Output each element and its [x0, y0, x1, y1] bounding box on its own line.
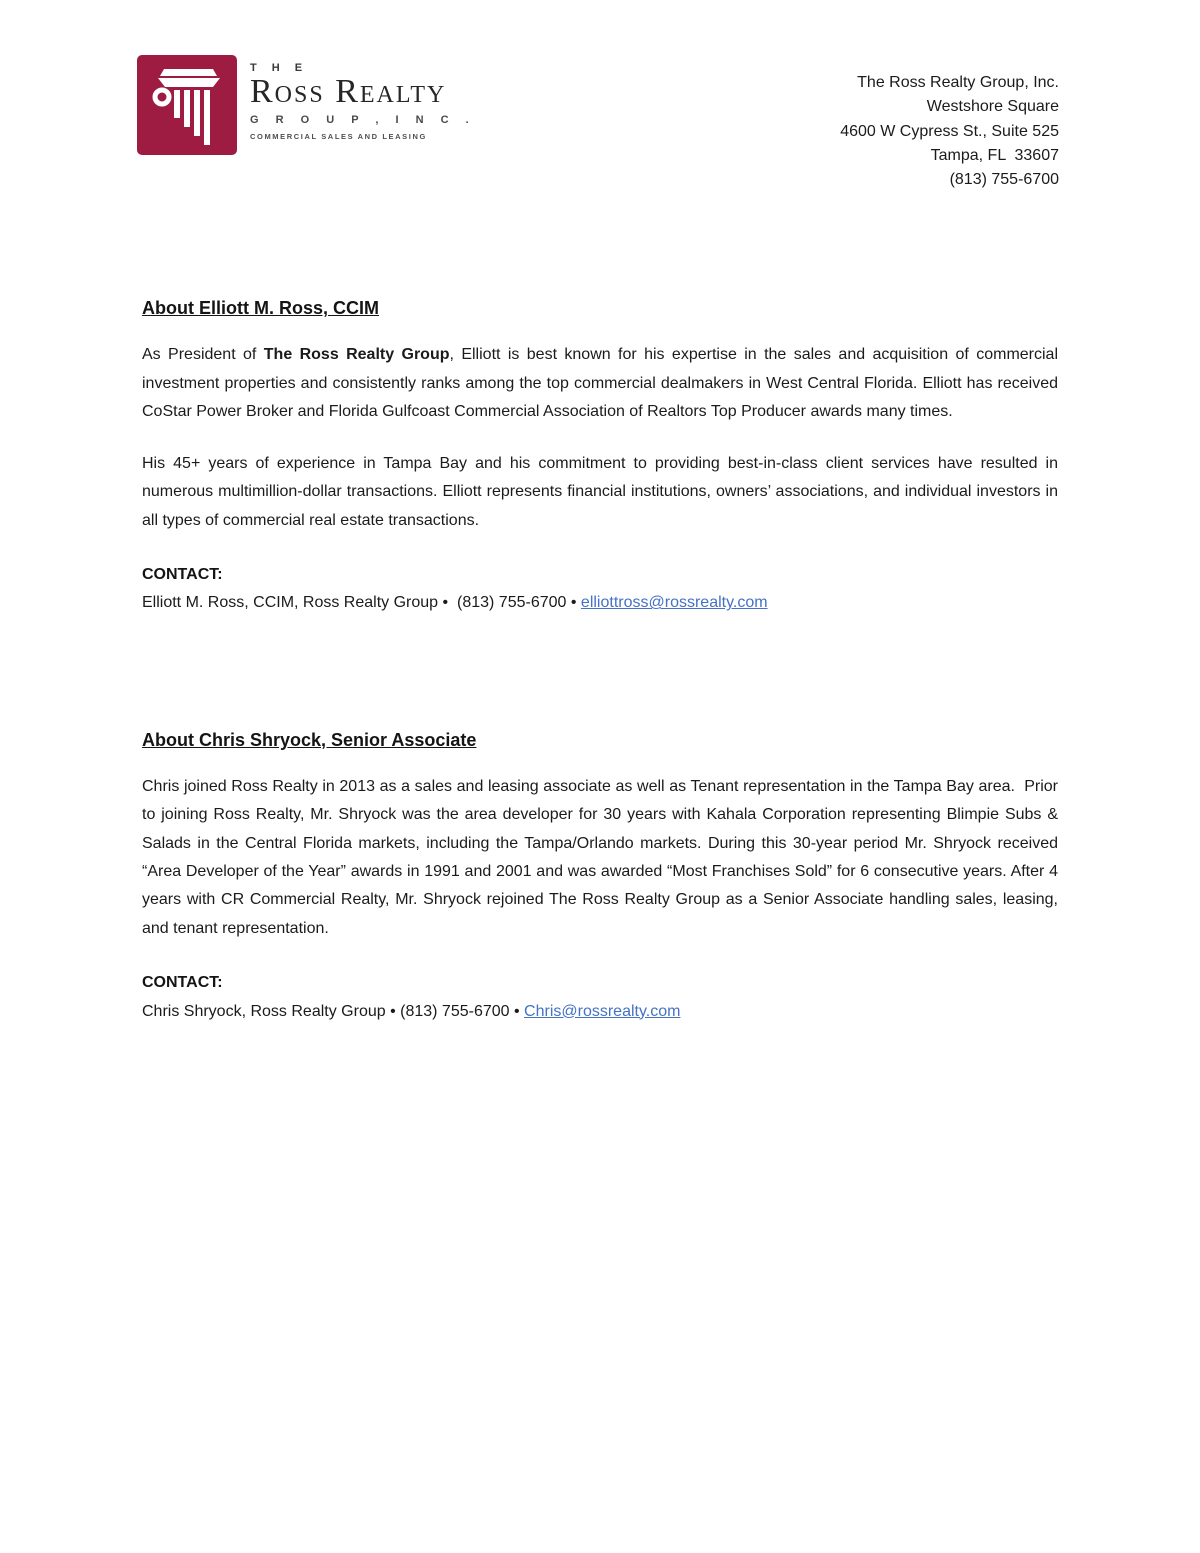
address-line-street: 4600 W Cypress St., Suite 525	[840, 122, 1059, 140]
contact-block-elliott	[142, 561, 1058, 618]
email-link-elliott[interactable]: elliottross@rossrealty.com	[580, 594, 768, 612]
contact-text: Chris Shryock, Ross Realty Group • (813) 755-6700 •	[142, 1002, 525, 1020]
letterhead-header	[0, 0, 1200, 192]
logo-tagline: COMMERCIAL SALES AND LEASING	[250, 132, 427, 141]
logo-wordmark	[250, 55, 476, 141]
para-text: As President of	[142, 346, 264, 364]
address-line-building: Westshore Square	[926, 98, 1059, 116]
company-logo	[137, 55, 476, 155]
contact-line-elliott	[142, 589, 1058, 617]
paragraph-elliott-2: His 45+ years of experience in Tampa Bay and his commitment to providing best-in-class client services have resulted in numerous multimillion-dollar transactions. Elliott represents financial institutions, owners’ associations, and individual investors in all types of commercial real estate transactions.	[142, 454, 1063, 529]
contact-text: Elliott M. Ross, CCIM, Ross Realty Group • (813) 755-6700 •	[142, 594, 581, 612]
para-text: , Elliott is best known for his expertise in the sales and acquisition of commercial investment properties and consistently ranks among the top commercial dealmakers in West Central Florida. Elliott has received CoStar Power Broker and Florida Gulfcoast Commercial Association of Realtors Top Producer awards many times.	[142, 346, 1063, 421]
contact-block-chris	[142, 969, 1058, 1026]
logo-company-name: Ross Realty	[250, 73, 447, 110]
address-line-company: The Ross Realty Group, Inc.	[857, 74, 1059, 91]
address-line-phone: (813) 755-6700	[949, 171, 1059, 189]
section-heading-chris: About Chris Shryock, Senior Associate	[142, 729, 477, 750]
section-elliott-ross	[142, 298, 1063, 617]
document-body	[0, 298, 1200, 1026]
logo-the: T H E	[250, 62, 309, 74]
logo-group-inc: G R O U P , I N C .	[250, 114, 476, 126]
contact-line-chris	[142, 998, 1058, 1026]
paragraph-chris-1: Chris joined Ross Realty in 2013 as a sales and leasing associate as well as Tenant representation in the Tampa Bay area. Prior to joining Ross Realty, Mr. Shryock was the area developer for 30 years with Kahala Corporation representing Blimpie Subs & Salads in the Central Florida markets, including the Tampa/Orlando markets. During this 30-year period Mr. Shryock received “Area Developer of the Year” awards in 1991 and 2001 and was awarded “Most Franchises Sold” for 6 consecutive years. After 4 years with CR Commercial Realty, Mr. Shryock rejoined The Ross Realty Group as a Senior Associate handling sales, leasing, and tenant representation.	[142, 777, 1063, 937]
paragraph-elliott-1	[142, 341, 1063, 426]
column-capital-icon	[137, 55, 237, 155]
email-link-chris[interactable]: Chris@rossrealty.com	[524, 1002, 681, 1020]
bold-company-name: The Ross Realty Group	[263, 346, 450, 364]
contact-label: CONTACT:	[142, 565, 223, 583]
section-chris-shryock	[142, 729, 1063, 1026]
letterhead-address	[840, 55, 1059, 192]
address-line-city: Tampa, FL 33607	[930, 146, 1059, 164]
contact-label: CONTACT:	[142, 974, 223, 992]
section-heading-elliott: About Elliott M. Ross, CCIM	[142, 298, 379, 319]
